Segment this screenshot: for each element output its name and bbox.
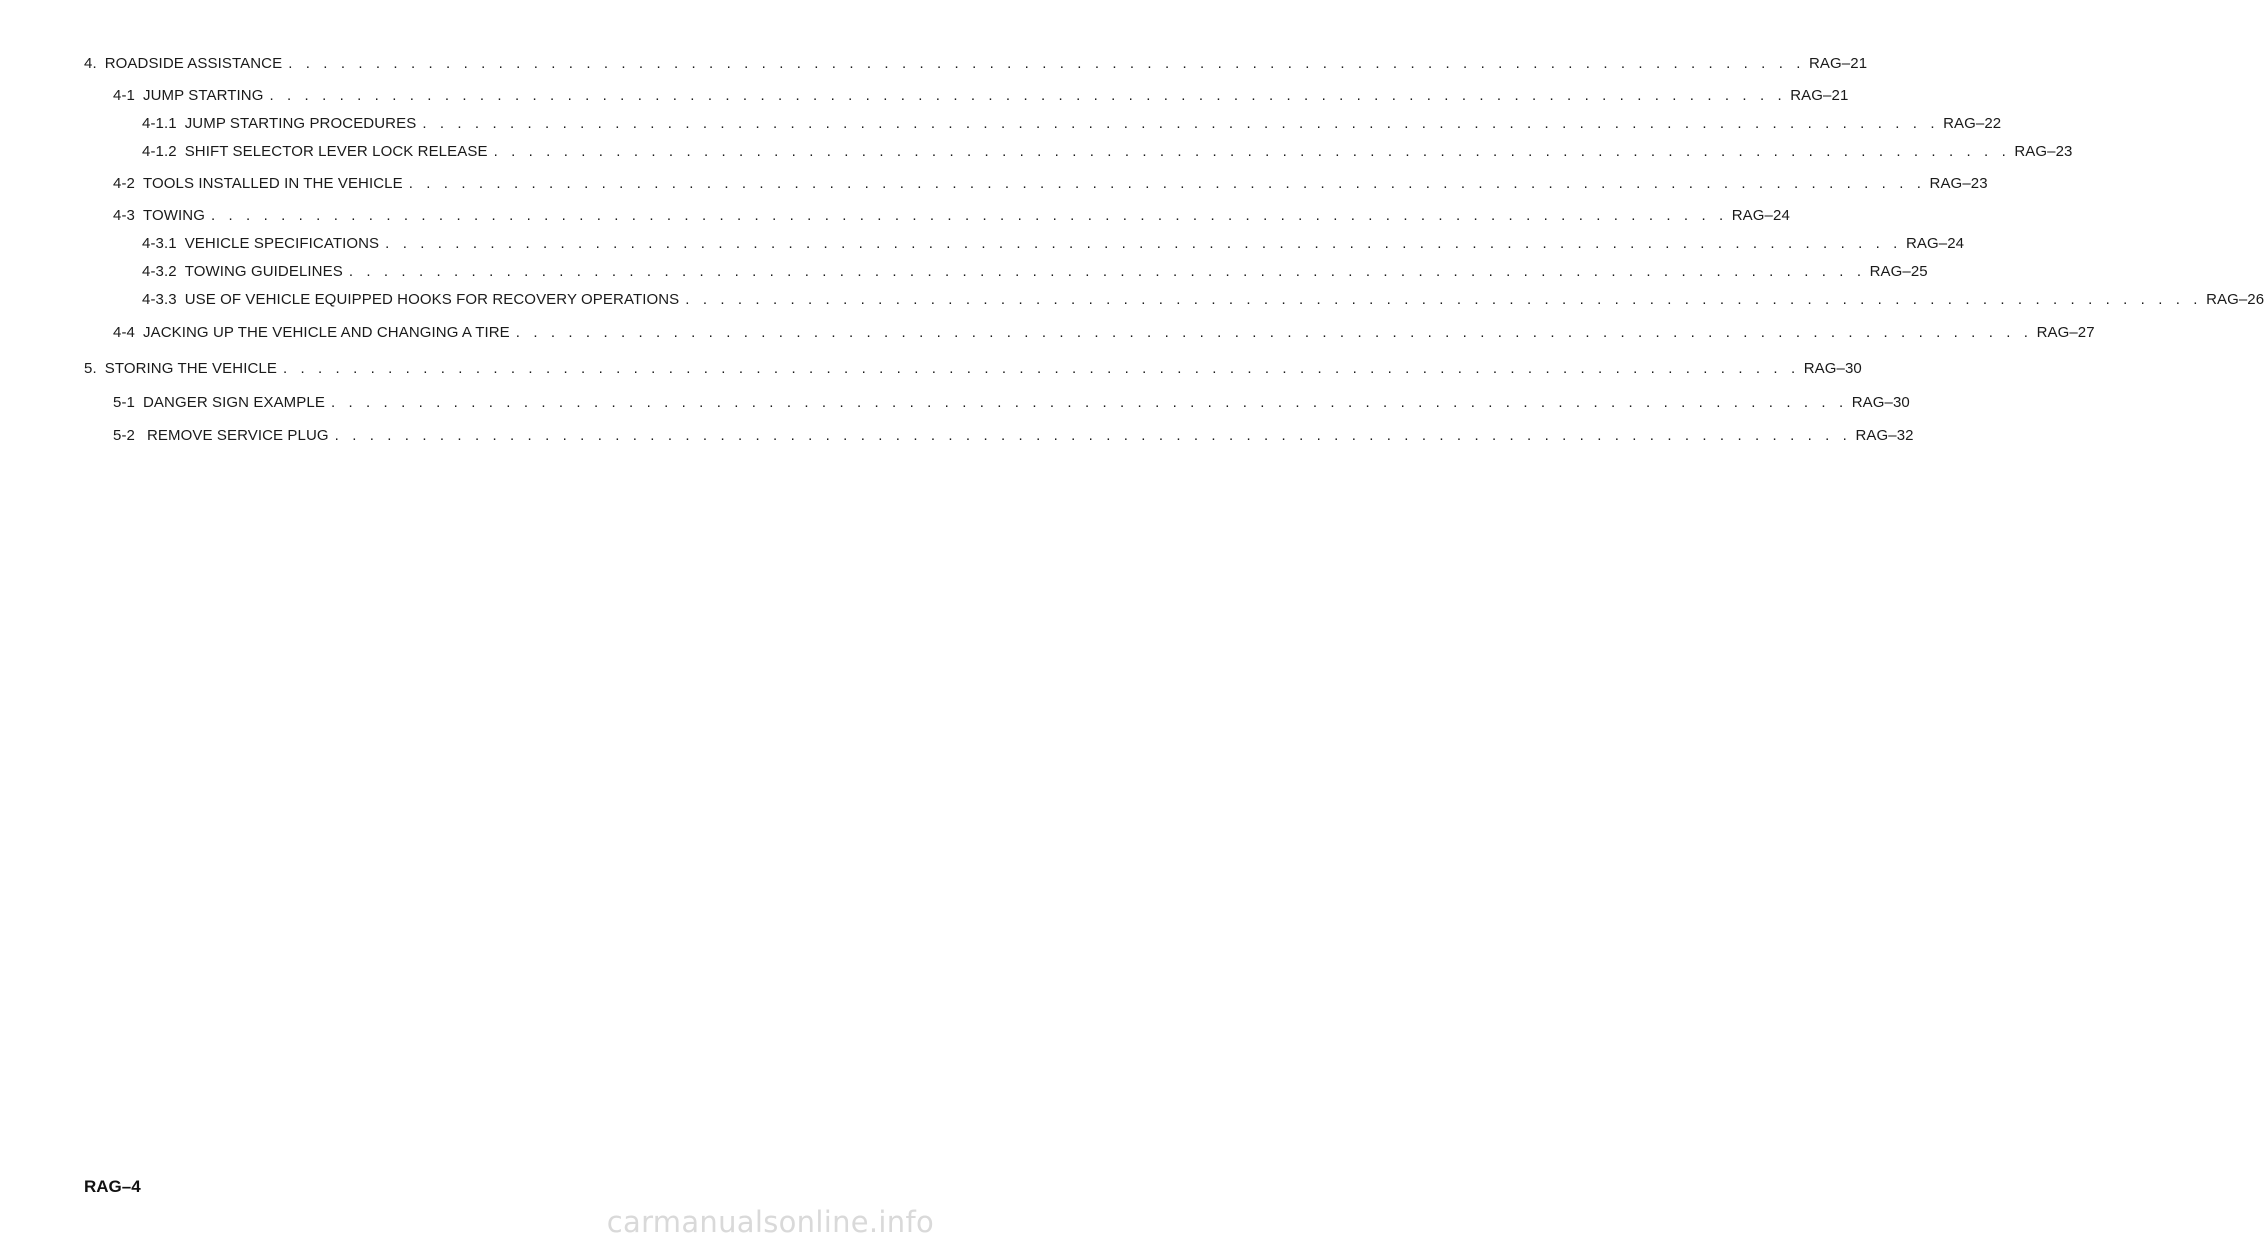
toc-entry-title: VEHICLE SPECIFICATIONS xyxy=(184,235,380,252)
dot-leader: . . . . . . . . . . . . . . . . . . . . . . . . . . . . . . . . . . . . . . . . . . . . . . . . . . . . . . . . . . . . . . . . . . . . . . . . . . . . . . . . . . . . . . . xyxy=(334,427,1852,444)
dot-leader: . . . . . . . . . . . . . . . . . . . . . . . . . . . . . . . . . . . . . . . . . . . . . . . . . . . . . . . . . . . . . . . . . . . . . . . . . . . . . . . . . . . . . . . xyxy=(269,87,1787,104)
dot-leader: . . . . . . . . . . . . . . . . . . . . . . . . . . . . . . . . . . . . . . . . . . . . . . . . . . . . . . . . . . . . . . . . . . . . . . . . . . . . . . . . . . . . . . . xyxy=(282,360,1800,377)
toc-entry[interactable] xyxy=(142,141,2073,163)
toc-entry-page: RAG–21 xyxy=(1809,55,1868,72)
dot-leader: . . . . . . . . . . . . . . . . . . . . . . . . . . . . . . . . . . . . . . . . . . . . . . . . . . . . . . . . . . . . . . . . . . . . . . . . . . . . . . . . . . . . . . . xyxy=(515,324,2033,341)
toc-entry-page: RAG–30 xyxy=(1851,394,1910,411)
dot-leader: . . . . . . . . . . . . . . . . . . . . . . . . . . . . . . . . . . . . . . . . . . . . . . . . . . . . . . . . . . . . . . . . . . . . . . . . . . . . . . . . . . . . . . . xyxy=(330,394,1848,411)
watermark: carmanualsonline.info xyxy=(606,1205,934,1239)
dot-leader: . . . . . . . . . . . . . . . . . . . . . . . . . . . . . . . . . . . . . . . . . . . . . . . . . . . . . . . . . . . . . . . . . . . . . . . . . . . . . . . . . . . . . . . xyxy=(422,115,1940,132)
toc-entry-number: 4-1.1 xyxy=(142,115,177,132)
toc-entry-title: REMOVE SERVICE PLUG xyxy=(146,427,329,444)
toc-entry-page: RAG–23 xyxy=(1929,175,1988,192)
toc-entry-page: RAG–21 xyxy=(1790,87,1849,104)
toc-entry-number: 5-1 xyxy=(113,394,135,411)
toc-entry-number: 5. xyxy=(84,360,97,377)
toc-entry-title: JACKING UP THE VEHICLE AND CHANGING A TIRE xyxy=(142,324,510,341)
dot-leader: . . . . . . . . . . . . . . . . . . . . . . . . . . . . . . . . . . . . . . . . . . . . . . . . . . . . . . . . . . . . . . . . . . . . . . . . . . . . . . . . . . . . . . . xyxy=(210,207,1728,224)
toc-entry-title: JUMP STARTING xyxy=(142,87,264,104)
toc-entry-number: 4-3.1 xyxy=(142,235,177,252)
toc-entry-title: TOWING GUIDELINES xyxy=(184,263,343,280)
toc-entry-page: RAG–26 xyxy=(2206,291,2264,308)
toc-entry-number: 4-1 xyxy=(113,87,135,104)
toc-entry-page: RAG–23 xyxy=(2014,143,2073,160)
toc-entry[interactable] xyxy=(142,113,2002,135)
dot-leader: . . . . . . . . . . . . . . . . . . . . . . . . . . . . . . . . . . . . . . . . . . . . . . . . . . . . . . . . . . . . . . . . . . . . . . . . . . . . . . . . . . . . . . . xyxy=(348,263,1866,280)
toc-entry-number: 4-3 xyxy=(113,207,135,224)
toc-entry-number: 4-4 xyxy=(113,324,135,341)
page-number-label: RAG–4 xyxy=(84,1177,141,1196)
dot-leader: . . . . . . . . . . . . . . . . . . . . . . . . . . . . . . . . . . . . . . . . . . . . . . . . . . . . . . . . . . . . . . . . . . . . . . . . . . . . . . . . . . . . . . . xyxy=(685,291,2203,308)
dot-leader: . . . . . . . . . . . . . . . . . . . . . . . . . . . . . . . . . . . . . . . . . . . . . . . . . . . . . . . . . . . . . . . . . . . . . . . . . . . . . . . . . . . . . . . xyxy=(288,55,1805,72)
toc-entry-page: RAG–24 xyxy=(1731,207,1790,224)
toc-entry[interactable] xyxy=(84,358,1862,380)
toc-entry[interactable] xyxy=(113,322,2095,344)
toc-entry-title: TOOLS INSTALLED IN THE VEHICLE xyxy=(142,175,403,192)
toc-entry-title: ROADSIDE ASSISTANCE xyxy=(104,55,283,72)
toc-entry[interactable] xyxy=(113,173,1988,195)
toc-entry-page: RAG–25 xyxy=(1869,263,1928,280)
dot-leader: . . . . . . . . . . . . . . . . . . . . . . . . . . . . . . . . . . . . . . . . . . . . . . . . . . . . . . . . . . . . . . . . . . . . . . . . . . . . . . . . . . . . . . . xyxy=(493,143,2011,160)
toc-entry-page: RAG–27 xyxy=(2036,324,2095,341)
toc-entry-title: DANGER SIGN EXAMPLE xyxy=(142,394,325,411)
toc-entry-page: RAG–32 xyxy=(1855,427,1914,444)
toc-entry-number: 4-1.2 xyxy=(142,143,177,160)
toc-entry-title: TOWING xyxy=(142,207,205,224)
toc-entry-title: SHIFT SELECTOR LEVER LOCK RELEASE xyxy=(184,143,488,160)
toc-entry[interactable] xyxy=(113,85,1849,107)
toc-entry-title: JUMP STARTING PROCEDURES xyxy=(184,115,417,132)
toc-entry-number: 4. xyxy=(84,55,97,72)
dot-leader: . . . . . . . . . . . . . . . . . . . . . . . . . . . . . . . . . . . . . . . . . . . . . . . . . . . . . . . . . . . . . . . . . . . . . . . . . . . . . . . . . . . . . . . xyxy=(408,175,1926,192)
toc-entry[interactable] xyxy=(84,53,1868,75)
toc-entry[interactable] xyxy=(142,261,1928,283)
toc-entry[interactable] xyxy=(142,233,1965,255)
toc-entry-number: 4-3.3 xyxy=(142,291,177,308)
toc-entry[interactable] xyxy=(142,289,2264,311)
toc-entry[interactable] xyxy=(113,392,1910,414)
toc-entry-page: RAG–22 xyxy=(1943,115,2002,132)
toc-entry-page: RAG–24 xyxy=(1905,235,1965,252)
toc-entry-title: STORING THE VEHICLE xyxy=(104,360,277,377)
toc-entry[interactable] xyxy=(113,205,1790,227)
toc-entry-page: RAG–30 xyxy=(1803,360,1862,377)
dot-leader: . . . . . . . . . . . . . . . . . . . . . . . . . . . . . . . . . . . . . . . . . . . . . . . . . . . . . . . . . . . . . . . . . . . . . . . . . . . . . . . . . . . . . . . xyxy=(385,235,1902,252)
toc-entry-title: USE OF VEHICLE EQUIPPED HOOKS FOR RECOVERY OPERATIONS xyxy=(184,291,680,308)
toc-entry-number: 5-2 xyxy=(113,427,135,444)
toc-entry-number: 4-2 xyxy=(113,175,135,192)
toc-entry[interactable] xyxy=(113,425,1914,447)
toc-entry-number: 4-3.2 xyxy=(142,263,177,280)
